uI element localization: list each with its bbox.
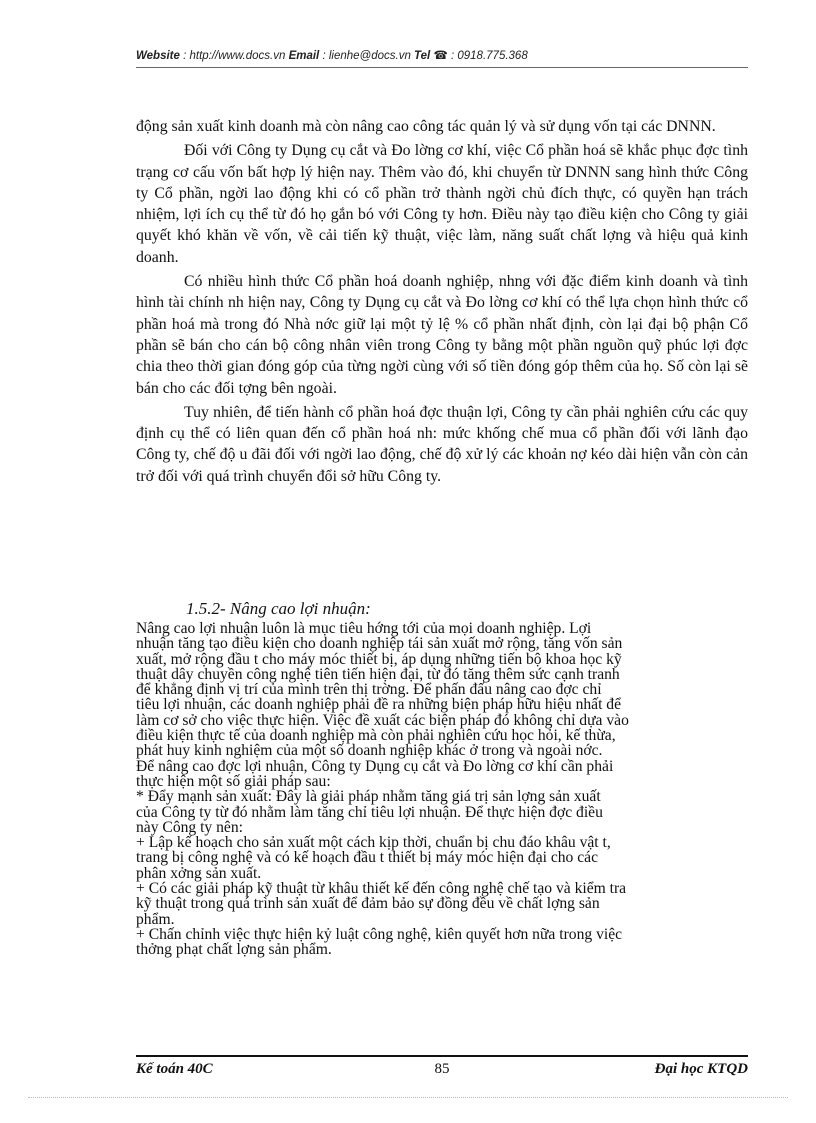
text-line: điều kiện thực tế của doanh nghiệp mà còn phải nghiên cứu học hỏi, kế thừa, (136, 727, 616, 745)
text-line: trang bị công nghệ và có kế hoạch đầu t thiết bị máy móc hiện đại cho các (136, 849, 599, 867)
text-line: Để nâng cao đợc lợi nhuận, Công ty Dụng cụ cắt và Đo lờng cơ khí cần phải (136, 757, 614, 775)
email-label: Email (288, 50, 320, 62)
text-line: làm cơ sở cho việc thực hiện. Việc đề xuất các biện pháp đó không chỉ dựa vào (136, 711, 629, 729)
text-line: Nâng cao lợi nhuận luôn là mục tiêu hớng tới của mọi doanh nghiệp. Lợi (136, 620, 592, 637)
page-number: 85 (434, 1061, 450, 1077)
phone-icon: ☎ (433, 50, 448, 62)
section-title: 1.5.2- Nâng cao lợi nhuận: (186, 599, 371, 618)
text-line: phân xởng sản xuất. (136, 864, 262, 882)
text-line: + Có các giải pháp kỹ thuật từ khâu thiết kế đến công nghệ chế tạo và kiểm tra (136, 880, 627, 898)
page-header (136, 48, 748, 66)
footer-right: Đại học KTQD (654, 1061, 748, 1077)
page-bottom-dotted-line (28, 1097, 788, 1098)
text-line: phẩm. (136, 910, 175, 928)
text-line: thực hiện một số giải pháp sau: (136, 772, 331, 790)
website-label: Website (136, 50, 180, 62)
website-link[interactable]: : http://www.docs.vn (183, 50, 286, 62)
paragraph: động sản xuất kinh doanh mà còn nâng cao công tác quản lý và sử dụng vốn tại các DNNN. (136, 118, 716, 135)
tel-label: Tel (414, 50, 431, 62)
footer-left: Kế toán 40C (136, 1061, 213, 1077)
text-line: để khẳng định vị trí của mình trên thị trờng. Để phấn đấu nâng cao đợc chỉ (136, 681, 602, 699)
text-line: kỹ thuật trong quá trình sản xuất để đảm bảo sự đồng đều về chất lợng sản (136, 895, 600, 913)
text-line: phát huy kinh nghiệm của một số doanh nghiệp khác ở trong và ngoài nớc. (136, 742, 603, 760)
tel-value: : 0918.775.368 (450, 50, 528, 62)
page-footer (136, 1061, 748, 1083)
text-line: này Công ty nên: (136, 818, 243, 836)
body-text (136, 116, 748, 490)
paragraph: Tuy nhiên, để tiến hành cổ phần hoá đợc thuận lợi, Công ty cần phải nghiên cứu các quy định cụ thể có liên quan đến cổ phần hoá nh: mức khống chế mua cổ phần đối với lãnh đạo Công ty, chế độ u đãi đối với ngời lao động, chế độ xử lý các khoản nợ kéo dài hiện vẫn còn cản trở đối với quá trình chuyển đổi sở hữu Công ty. (136, 403, 748, 485)
email-link[interactable]: : lienhe@docs.vn (322, 50, 411, 62)
text-line: * Đẩy mạnh sản xuất: Đây là giải pháp nhằm tăng giá trị sản lợng sản xuất (136, 788, 601, 806)
text-line: thuật dây chuyền công nghệ tiên tiến hiện đại, từ đó tăng thêm sức cạnh tranh (136, 665, 620, 683)
text-line: thởng phạt chất lợng sản phẩm. (136, 941, 332, 959)
text-line: của Công ty từ đó nhằm làm tăng chỉ tiêu lợi nhuận. Để thực hiện đợc điều (136, 803, 603, 821)
text-line: + Lập kế hoạch cho sản xuất một cách kịp thời, chuẩn bị chu đáo khâu vật t, (136, 834, 611, 852)
footer-divider (136, 1055, 748, 1057)
text-line: + Chấn chỉnh việc thực hiện kỷ luật công nghệ, kiên quyết hơn nữa trong việc (136, 925, 623, 943)
text-line: xuất, mở rộng đầu t cho máy móc thiết bị, áp dụng những tiến bộ khoa học kỹ (136, 650, 622, 668)
text-line: nhuận tăng tạo điều kiện cho doanh nghiệp tái sản xuất mở rộng, tăng vốn sản (136, 635, 623, 653)
section-body (136, 621, 748, 958)
paragraph: Có nhiều hình thức Cổ phần hoá doanh nghiệp, nhng với đặc điểm kinh doanh và tình hình tài chính nh hiện nay, Công ty Dụng cụ cắt và Đo lờng cơ khí có thể lựa chọn hình thức cổ phần hoá mà trong đó Nhà nớc giữ lại một tỷ lệ % cổ phần nhất định, còn lại đại bộ phận Cổ phần sẽ bán cho cán bộ công nhân viên trong Công ty bằng một phần nguồn quỹ phúc lợi đợc chia theo thời gian đóng góp của từng ngời cùng với số tiền đóng góp thêm của họ. Số còn lại sẽ bán cho các đối tợng bên ngoài. (136, 273, 748, 397)
header-divider (136, 67, 748, 68)
paragraph: Đối với Công ty Dụng cụ cắt và Đo lờng cơ khí, việc Cổ phần hoá sẽ khắc phục đợc tình trạng cơ cấu vốn bất hợp lý hiện nay. Thêm vào đó, khi chuyển từ DNNN sang hình thức Công ty Cổ phần, ngời lao động khi có cổ phần trở thành ngời chủ đích thực, có quyền hạn trách nhiệm, lợi ích cụ thể từ đó họ gắn bó với Công ty hơn. Điều này tạo điều kiện cho Công ty giải quyết khó khăn về vốn, về cải tiến kỹ thuật, việc làm, năng suất chất lợng và hiệu quả kinh doanh. (136, 142, 748, 266)
text-line: tiêu lợi nhuận, các doanh nghiệp phải đề ra những biện pháp hữu hiệu nhất để (136, 696, 622, 714)
